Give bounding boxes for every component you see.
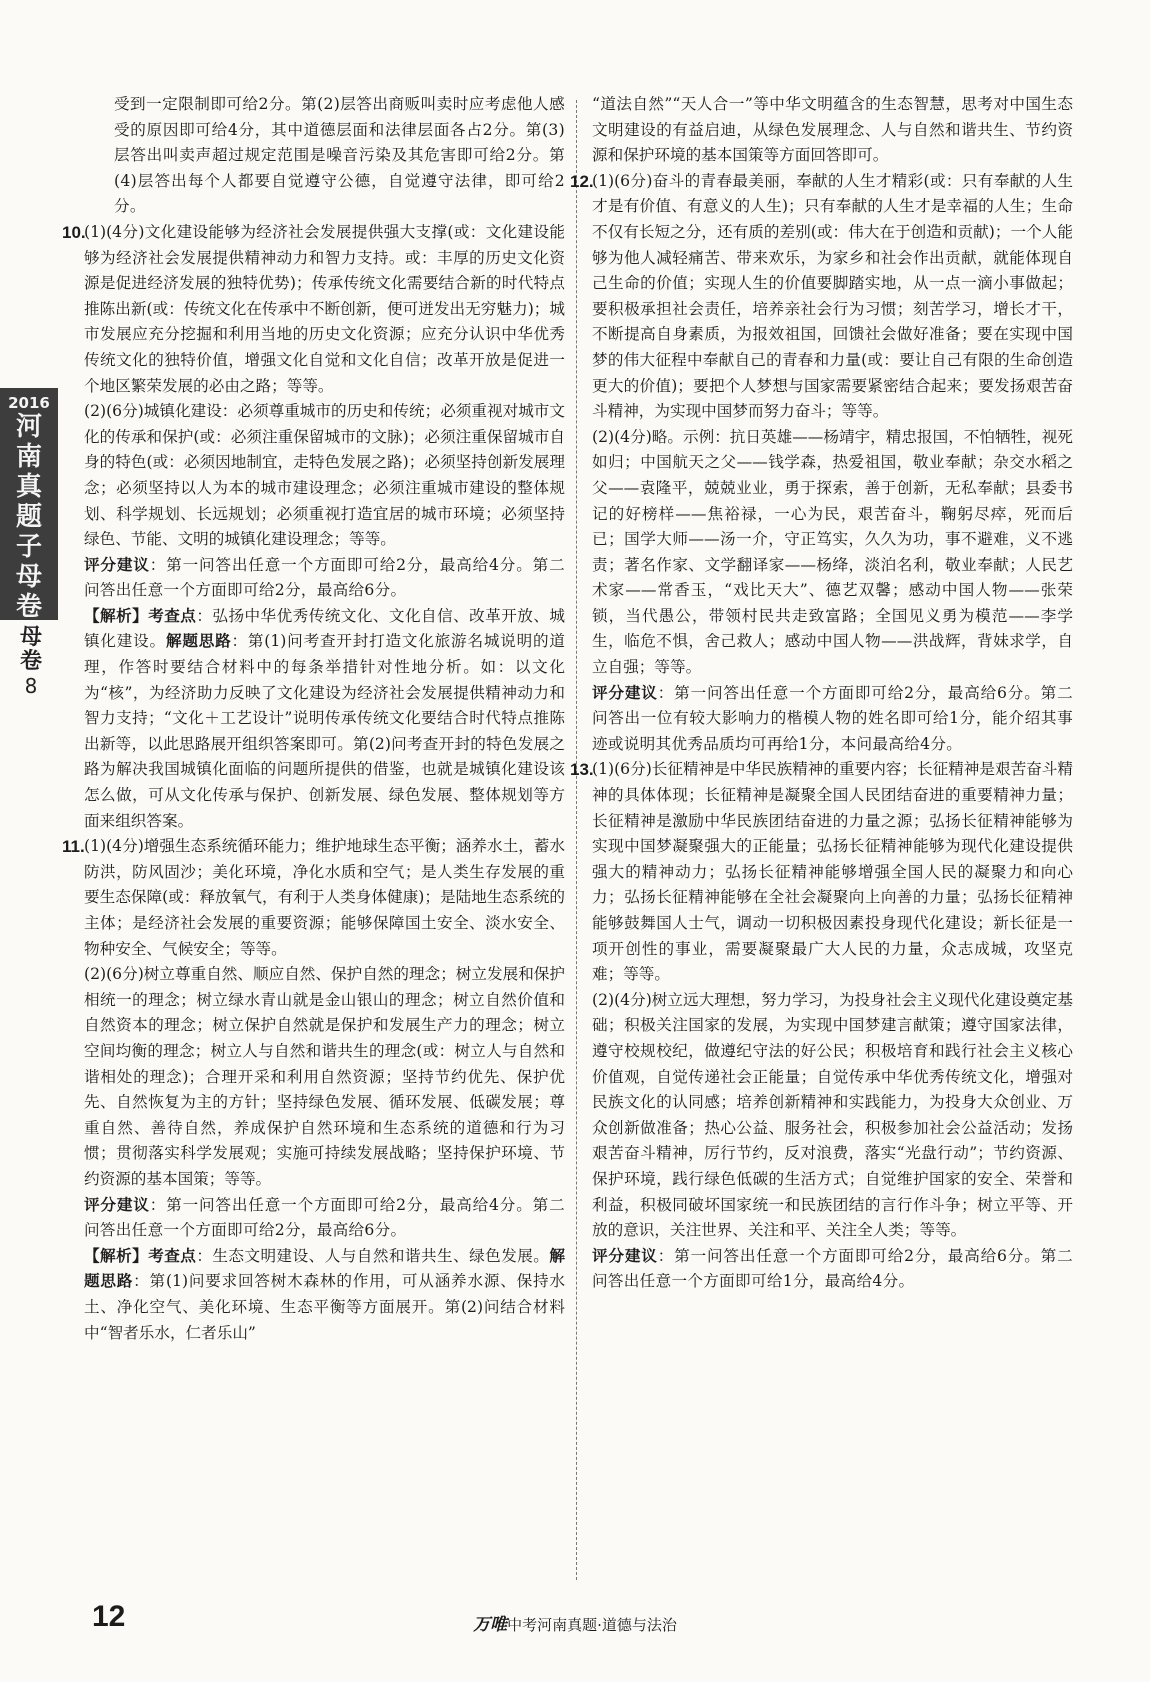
scoring-label: 评分建议 (84, 555, 150, 574)
right-column (570, 92, 1073, 1295)
key-point-text: ：弘扬中华优秀传统文化、文化自信、改革开放、城镇化建设。 (84, 606, 565, 651)
approach-text: ：第(1)问考查开封打造文化旅游名城说明的道理，作答时要结合材料中的每条举措针对性地分析。如：以文化为“核”，为经济助力反映了文化建设为经济社会发展提供精神动力和智力支持；“文化＋工艺设计”说明传承传统文化要结合时代特点推陈出新等，以此思路展开组织答案即可。第(2)问考查开封的特色发展之路为解决我国城镇化面临的问题所提供的借鉴，也就是城镇化建设该怎么做，可从文化传承与保护、创新发展、绿色发展、整体规划等方面来组织答案。 (84, 632, 565, 830)
answer-part: (1)(6分)奋斗的青春最美丽，奉献的人生才精彩(或：只有奉献的人生才是有价值、有意义的人生)；只有奉献的人生才是幸福的人生；生命不仅有长短之分，还有质的差别(或：伟大在于创造和贡献)；一个人能够为他人减轻痛苦、带来欢乐，为家乡和社会作出贡献，就能体现自己生命的价值；实现人生的价值要脚踏实地，从一点一滴小事做起；要积极承担社会责任，培养亲社会行为习惯；刻苦学习，增长才干，不断提高自身素质，为报效祖国，回馈社会做好准备；要在实现中国梦的伟大征程中奉献自己的青春和力量(或：要让自己有限的生命创造更大的价值)；要把个人梦想与国家需要紧密结合起来；要发扬艰苦奋斗精神，为实现中国梦而努力奋斗；等等。 (592, 171, 1073, 421)
analysis (84, 604, 565, 834)
left-column (62, 92, 565, 1346)
answer-number: 11. (62, 837, 85, 857)
key-point-label: 考查点 (148, 606, 197, 625)
scoring-note (84, 553, 565, 604)
side-subtab (14, 626, 48, 698)
scoring-note (84, 1193, 565, 1244)
page-number: 12 (92, 1600, 126, 1633)
scoring-text: ：第一问答出任意一个方面即可给2分，最高给6分。第二问答出一位有较大影响力的楷模人物的姓名即可给1分，能介绍其事迹或说明其优秀品质均可再给1分，本问最高给4分。 (592, 683, 1073, 753)
answer-part: (2)(4分)树立远大理想，努力学习，为投身社会主义现代化建设奠定基础；积极关注国家的发展，为实现中国梦建言献策；遵守国家法律，遵守校规校纪，做遵纪守法的好公民；积极培育和践行社会主义核心价值观，自觉传递社会正能量；自觉传承中华优秀传统文化，增强对民族文化的认同感；培养创新精神和实践能力，为投身大众创业、万众创新做准备；热心公益、服务社会，积极参加社会公益活动；发扬艰苦奋斗精神，厉行节约，反对浪费，落实“光盘行动”；节约资源、保护环境，践行绿色低碳的生活方式；自觉维护国家的安全、荣誉和利益，积极同破坏国家统一和民族团结的言行作斗争；树立平等、开放的意识，关注世界、关注和平、关注全人类；等等。 (592, 990, 1073, 1240)
scoring-label: 评分建议 (592, 683, 658, 702)
side-char: 题 (15, 502, 42, 532)
continued-text: “道法自然”“天人合一”等中华文明蕴含的生态智慧，思考对中国生态文明建设的有益启迪，从绿色发展理念、人与自然和谐共生、节约资源和保护环境的基本国策等方面回答即可。 (592, 95, 1073, 165)
side-tab (0, 388, 58, 620)
approach-label: 解题思路 (165, 632, 232, 651)
answer-number: 13. (570, 760, 594, 780)
side-sub-char: 卷 (19, 649, 42, 674)
answer-part: (2)(6分)城镇化建设：必须尊重城市的历史和传统；必须重视对城市文化的传承和保护(或：必须注重保留城市的文脉)；必须注重保留城市自身的特色(或：必须因地制宜，走特色发展之路)；必须坚持创新发展理念；必须坚持以人为本的城市建设理念；必须注重城市建设的整体规划、科学规划、长远规划；必须重视打造宜居的城市环境；必须坚持绿色、节能、文明的城镇化建设理念；等等。 (84, 402, 565, 549)
footer-title: 中考河南真题·道德与法治 (507, 1616, 677, 1634)
side-tab-year: 2016 (8, 394, 50, 412)
side-char: 子 (15, 532, 42, 562)
analysis-label: 【解析】 (84, 1246, 149, 1265)
column-divider (576, 100, 577, 1580)
side-sub-char: 母 (19, 625, 42, 650)
answer-part: (1)(4分)增强生态系统循环能力；维护地球生态平衡；涵养水土，蓄水防洪，防风固沙；美化环境，净化水质和空气；是人类生存发展的重要生态保障(或：释放氧气，有利于人类身体健康)；是陆地生态系统的主体；是经济社会发展的重要资源；能够保障国土安全、淡水安全、物种安全、气候安全；等等。 (84, 837, 565, 958)
side-tab-title (0, 412, 58, 622)
scoring-note (592, 1244, 1073, 1295)
side-char: 南 (15, 442, 42, 472)
side-char: 河 (15, 412, 42, 442)
scoring-note (592, 681, 1073, 758)
key-point-text: ：生态文明建设、人与自然和谐共生、绿色发展。 (196, 1246, 550, 1265)
answer-part: (2)(4分)略。示例：抗日英雄——杨靖宇，精忠报国，不怕牺牲，视死如归；中国航天之父——钱学森，热爱祖国，敬业奉献；杂交水稻之父——袁隆平，兢兢业业，勇于探索，善于创新，无私奉献；县委书记的好榜样——焦裕禄，一心为民，艰苦奋斗，鞠躬尽瘁，死而后已；国学大师——汤一介，守正笃实，久久为功，事不避难，义不逃责；著名作家、文学翻译家——杨绛，淡泊名利，敬业奉献；人民艺术家——常香玉，“戏比天大”、德艺双馨；感动中国人物——张荣锁，当代愚公，带领村民共走致富路；全国见义勇为模范——李学生，临危不惧，舍己救人；感动中国人物——洪战辉，背妹求学，自立自强；等等。 (592, 427, 1073, 677)
answer-11 (62, 834, 565, 1346)
continued-text: 受到一定限制即可给2分。第(2)层答出商贩叫卖时应考虑他人感受的原因即可给4分，其中道德层面和法律层面各占2分。第(3)层答出叫卖声超过规定范围是噪音污染及其危害即可给2分。第(4)层答出每个人都要自觉遵守公德，自觉遵守法律，即可给2分。 (114, 95, 565, 216)
brand-logo: 万唯 (473, 1615, 508, 1635)
answer-13 (570, 757, 1073, 1294)
approach-label: 解题思路 (84, 1246, 565, 1291)
analysis-label: 【解析】 (84, 606, 149, 625)
scoring-label: 评分建议 (84, 1195, 150, 1214)
key-point-label: 考查点 (148, 1246, 197, 1265)
page-footer (0, 1610, 1150, 1635)
scoring-text: ：第一问答出任意一个方面即可给2分，最高给4分。第二问答出任意一个方面即可给2分，最高给6分。 (84, 555, 565, 600)
approach-text: ：第(1)问要求回答树木森林的作用，可从涵养水源、保持水土、净化空气、美化环境、生态平衡等方面展开。第(2)问结合材料中“智者乐水，仁者乐山” (84, 1272, 565, 1342)
scoring-label: 评分建议 (592, 1246, 658, 1265)
answer-number: 12. (570, 171, 594, 191)
scoring-text: ：第一问答出任意一个方面即可给2分，最高给6分。第二问答出任意一个方面即可给1分，最高给4分。 (592, 1246, 1073, 1291)
side-char: 真 (15, 472, 42, 502)
answer-part: (1)(6分)长征精神是中华民族精神的重要内容；长征精神是艰苦奋斗精神的具体体现；长征精神是凝聚全国人民团结奋进的重要精神力量；长征精神是激励中华民族团结奋进的力量之源；弘扬长征精神能够为实现中国梦凝聚强大的正能量；弘扬长征精神能够为现代化建设提供强大的精神动力；弘扬长征精神能够增强全国人民的凝聚力和向心力；弘扬长征精神能够在全社会凝聚向上向善的力量；弘扬长征精神能够鼓舞国人士气，调动一切积极因素投身现代化建设；新长征是一项开创性的事业，需要凝聚最广大人民的力量，众志成城，攻坚克难；等等。 (592, 760, 1073, 984)
side-sub-num: 8 (24, 674, 38, 698)
answer-part: (1)(4分)文化建设能够为经济社会发展提供强大支撑(或：文化建设能够为经济社会发展提供精神动力和智力支持。或：丰厚的历史文化资源是促进经济发展的独特优势)；传承传统文化需要结合新的时代特点推陈出新(或：传统文化在传承中不断创新，便可迸发出无穷魅力)；城市发展应充分挖掘和利用当地的历史文化资源；应充分认识中华优秀传统文化的独特价值，增强文化自觉和文化自信；改革开放是促进一个地区繁荣发展的必由之路；等等。 (84, 222, 565, 395)
answer-part: (2)(6分)树立尊重自然、顺应自然、保护自然的理念；树立发展和保护相统一的理念；树立绿水青山就是金山银山的理念；树立自然价值和自然资本的理念；树立保护自然就是保护和发展生产力的理念；树立空间均衡的理念；树立人与自然和谐共生的理念(或：树立人与自然和谐相处的理念)；合理开采和利用自然资源；坚持节约优先、保护优先、自然恢复为主的方针；坚持绿色发展、循环发展、低碳发展；尊重自然、善待自然，养成保护自然环境和生态系统的道德和行为习惯；贯彻落实科学发展观；实施可持续发展战略；坚持保护环境、节约资源的基本国策；等等。 (84, 965, 565, 1188)
side-char: 卷 (15, 592, 42, 622)
scoring-text: ：第一问答出任意一个方面即可给2分，最高给4分。第二问答出任意一个方面即可给2分，最高给6分。 (84, 1195, 565, 1240)
answer-10 (62, 220, 565, 834)
analysis (84, 1244, 565, 1346)
side-char: 母 (15, 562, 42, 592)
answer-12 (570, 169, 1073, 758)
answer-number: 10. (62, 222, 86, 242)
